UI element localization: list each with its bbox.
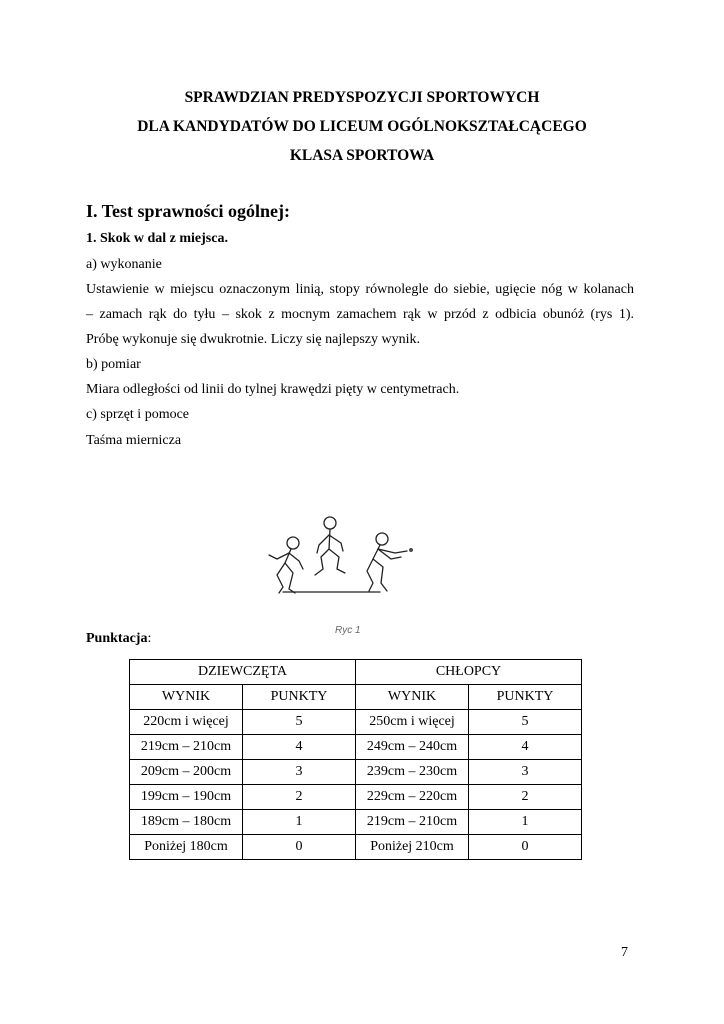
table-cell: 5 bbox=[243, 710, 356, 735]
column-header: PUNKTY bbox=[469, 685, 582, 710]
table-cell: 2 bbox=[243, 785, 356, 810]
table-cell: 199cm – 190cm bbox=[130, 785, 243, 810]
scoring-table bbox=[129, 659, 582, 860]
figure-caption: Ryc 1 bbox=[335, 625, 361, 636]
document-title-line-2: DLA KANDYDATÓW DO LICEUM OGÓLNOKSZTAŁCĄCEGO bbox=[137, 118, 587, 135]
table-cell: 0 bbox=[469, 835, 582, 860]
table-cell: Poniżej 180cm bbox=[130, 835, 243, 860]
table-cell: 219cm – 210cm bbox=[356, 810, 469, 835]
table-cell: 3 bbox=[469, 760, 582, 785]
table-cell: 2 bbox=[469, 785, 582, 810]
group-header-boys: CHŁOPCY bbox=[356, 660, 582, 685]
document-title-line-1: SPRAWDZIAN PREDYSPOZYCJI SPORTOWYCH bbox=[184, 89, 540, 106]
table-row bbox=[130, 760, 582, 785]
table-cell: 4 bbox=[243, 735, 356, 760]
column-header: WYNIK bbox=[356, 685, 469, 710]
table-cell: 250cm i więcej bbox=[356, 710, 469, 735]
table-cell: 189cm – 180cm bbox=[130, 810, 243, 835]
table-cell: 239cm – 230cm bbox=[356, 760, 469, 785]
table-cell: 209cm – 200cm bbox=[130, 760, 243, 785]
table-cell: 4 bbox=[469, 735, 582, 760]
measurement-text: Miara odległości od linii do tylnej krawędzi pięty w centymetrach. bbox=[86, 382, 460, 397]
measurement-label: b) pomiar bbox=[86, 357, 141, 372]
scoring-label-colon: : bbox=[147, 631, 152, 646]
table-row bbox=[130, 835, 582, 860]
document-title-line-3: KLASA SPORTOWA bbox=[289, 147, 435, 164]
table-row bbox=[130, 710, 582, 735]
page-number: 7 bbox=[621, 945, 628, 960]
table-cell: 249cm – 240cm bbox=[356, 735, 469, 760]
table-cell: 5 bbox=[469, 710, 582, 735]
section-heading: I. Test sprawności ogólnej: bbox=[86, 201, 291, 221]
group-header-girls: DZIEWCZĘTA bbox=[130, 660, 356, 685]
table-group-row bbox=[130, 660, 582, 685]
execution-text-line-3: Próbę wykonuje się dwukrotnie. Liczy się najlepszy wynik. bbox=[86, 332, 420, 347]
table-header-row bbox=[130, 685, 582, 710]
column-header: WYNIK bbox=[130, 685, 243, 710]
table-row bbox=[130, 735, 582, 760]
table-cell: 1 bbox=[243, 810, 356, 835]
scoring-label bbox=[86, 630, 151, 648]
scoring-label-text: Punktacja bbox=[86, 631, 148, 646]
equipment-text: Taśma miernicza bbox=[86, 433, 182, 448]
table-cell: Poniżej 210cm bbox=[356, 835, 469, 860]
table-cell: 219cm – 210cm bbox=[130, 735, 243, 760]
table-cell: 229cm – 220cm bbox=[356, 785, 469, 810]
table-row bbox=[130, 785, 582, 810]
equipment-label: c) sprzęt i pomoce bbox=[86, 407, 190, 422]
table-cell: 0 bbox=[243, 835, 356, 860]
table-cell: 3 bbox=[243, 760, 356, 785]
exercise-heading: 1. Skok w dal z miejsca. bbox=[86, 231, 228, 246]
table-cell: 220cm i więcej bbox=[130, 710, 243, 735]
standing-long-jump-illustration bbox=[255, 505, 435, 640]
execution-text-line-2: – zamach rąk do tyłu – skok z mocnym zamachem rąk w przód z odbicia obunóż (rys 1). bbox=[86, 307, 634, 322]
execution-text-line-1: Ustawienie w miejscu oznaczonym linią, stopy równolegle do siebie, ugięcie nóg w kolanach bbox=[86, 282, 634, 297]
table-row bbox=[130, 810, 582, 835]
column-header: PUNKTY bbox=[243, 685, 356, 710]
table-cell: 1 bbox=[469, 810, 582, 835]
execution-label: a) wykonanie bbox=[86, 257, 162, 272]
